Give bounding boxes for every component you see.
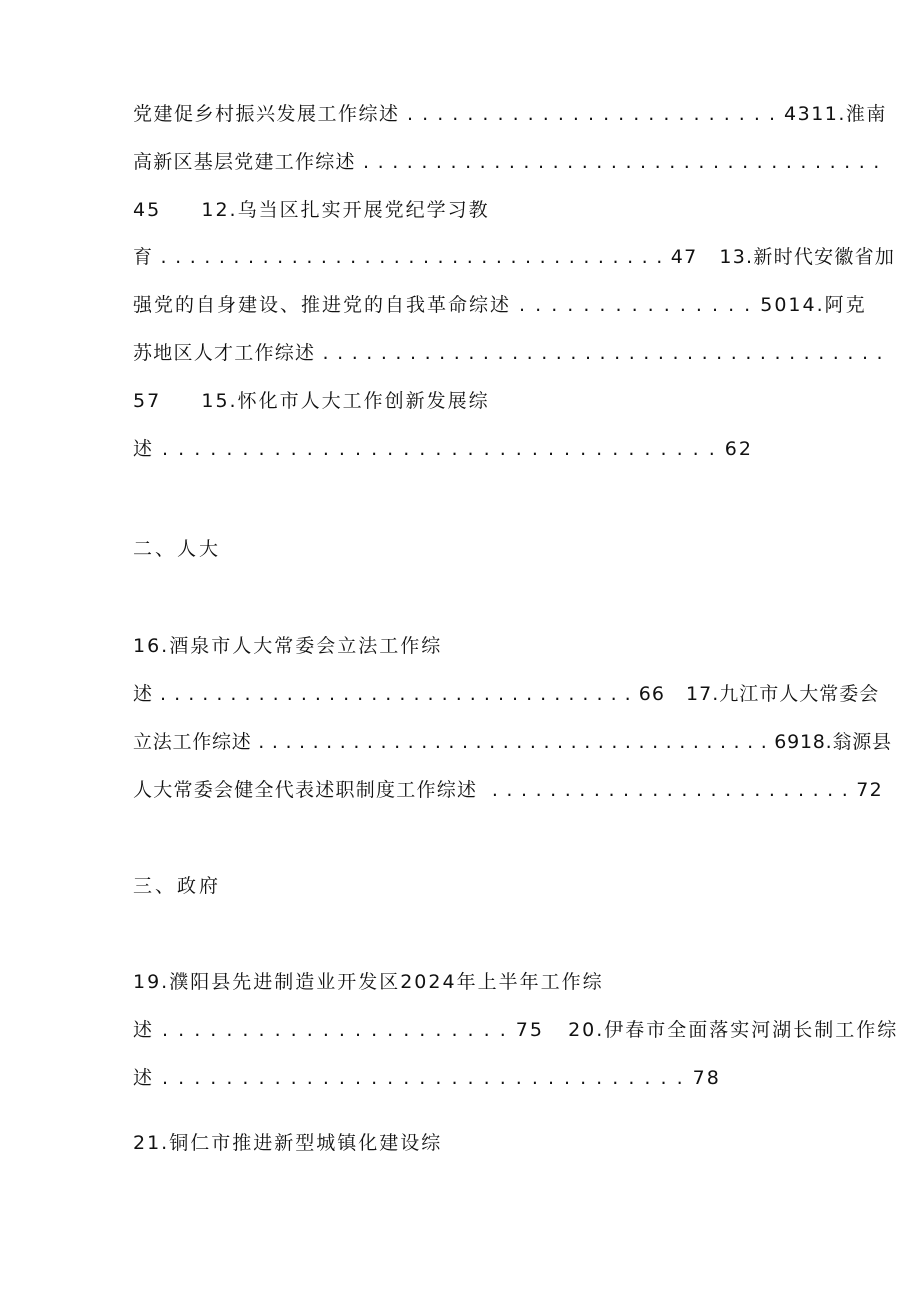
- toc-line: 述 . . . . . . . . . . . . . . . . . . . . . . . . . . . . . . . . . . 66 17.九江市人大常委会: [133, 683, 880, 705]
- toc-line: 19.濮阳县先进制造业开发区2024年上半年工作综: [133, 971, 604, 993]
- toc-line: 述 . . . . . . . . . . . . . . . . . . . . . . . . . . . . . . . . . . . 62: [133, 438, 753, 460]
- toc-line: 16.酒泉市人大常委会立法工作综: [133, 635, 443, 657]
- toc-line: 45 12.乌当区扎实开展党纪学习教: [133, 199, 490, 221]
- toc-line: 党建促乡村振兴发展工作综述 . . . . . . . . . . . . . . . . . . . . . . . . . 4311.淮南: [133, 103, 887, 125]
- toc-line: 苏地区人才工作综述 . . . . . . . . . . . . . . . . . . . . . . . . . . . . . . . . . . . . . . .: [133, 342, 884, 364]
- section-heading-zhengfu: 三、政府: [133, 875, 222, 897]
- toc-line: 强党的自身建设、推进党的自我革命综述 . . . . . . . . . . . . . . . 5014.阿克: [133, 294, 867, 316]
- toc-line: 述 . . . . . . . . . . . . . . . . . . . . . . . . . . . . . . . . . 78: [133, 1067, 721, 1089]
- toc-line: 立法工作综述 . . . . . . . . . . . . . . . . . . . . . . . . . . . . . . . . . . . . . . 6918.翁源县: [133, 731, 892, 753]
- section-heading-renda: 二、人大: [133, 538, 222, 560]
- toc-line: 育 . . . . . . . . . . . . . . . . . . . . . . . . . . . . . . . . . . . 47 13.新时代安徽省加: [133, 246, 896, 268]
- toc-line: 57 15.怀化市人大工作创新发展综: [133, 390, 490, 412]
- toc-line: 21.铜仁市推进新型城镇化建设综: [133, 1132, 443, 1154]
- toc-line: 述 . . . . . . . . . . . . . . . . . . . . . . 75 20.伊春市全面落实河湖长制工作综: [133, 1019, 899, 1041]
- toc-line: 高新区基层党建工作综述 . . . . . . . . . . . . . . . . . . . . . . . . . . . . . . . . . . . .: [133, 151, 881, 173]
- toc-line: 人大常委会健全代表述职制度工作综述 . . . . . . . . . . . . . . . . . . . . . . . . . 72: [133, 779, 883, 801]
